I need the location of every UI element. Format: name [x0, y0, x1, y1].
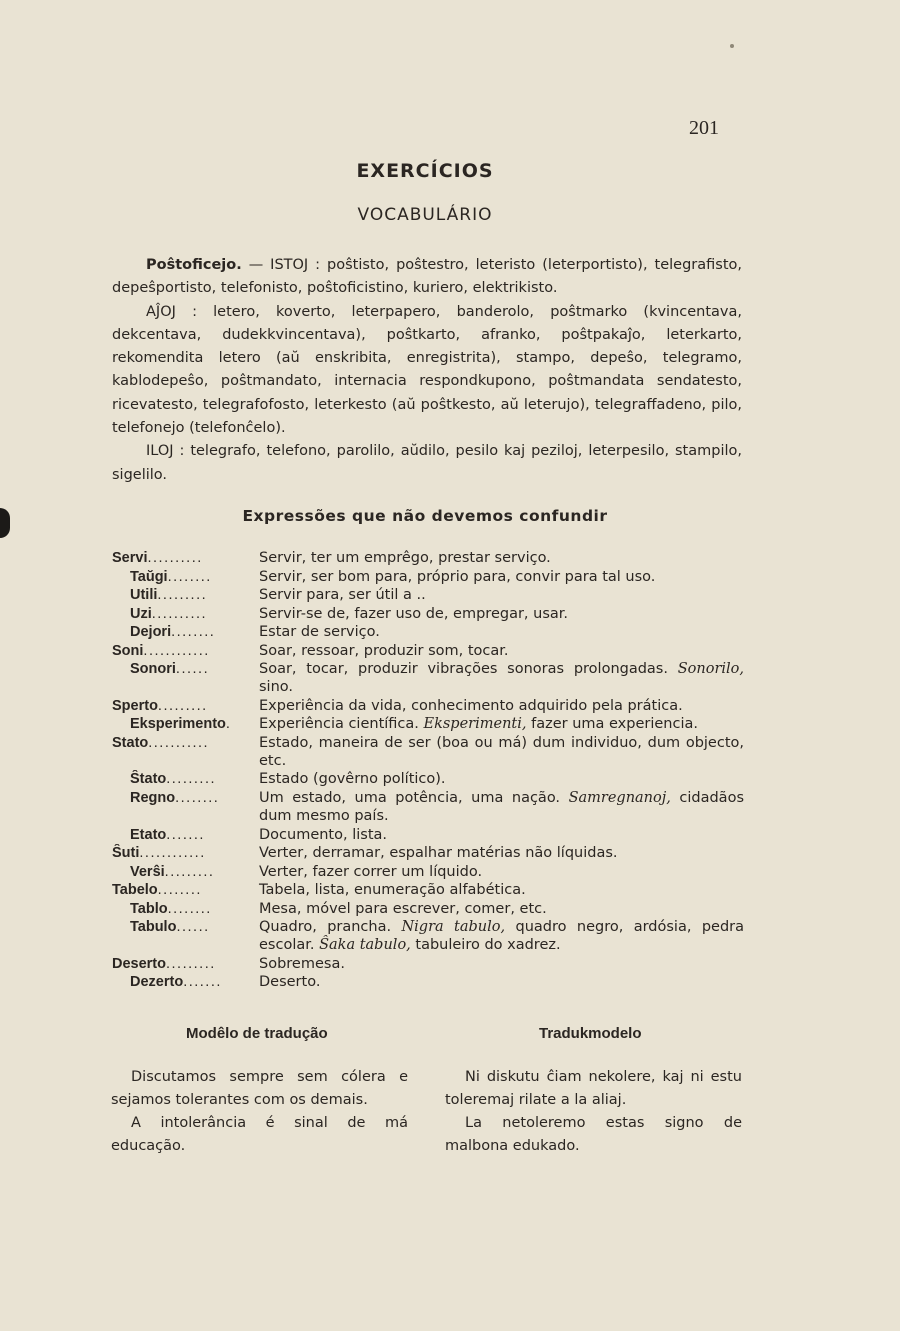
definition-text: Experiência da vida, conhecimento adquirido pela prática.	[259, 697, 683, 714]
expression-definition	[239, 697, 744, 715]
expression-entry	[112, 789, 744, 825]
expression-entry	[112, 900, 744, 918]
term-word: Dezerto	[130, 974, 184, 991]
expression-term	[112, 660, 239, 696]
expression-entry	[112, 660, 744, 696]
term-leader-dots: .	[225, 716, 232, 733]
term-word: Ŝtato	[130, 771, 167, 788]
expression-term	[112, 955, 239, 973]
term-leader-dots: ...........	[148, 734, 210, 751]
expression-definition	[239, 586, 744, 604]
term-leader-dots: ........	[171, 624, 216, 640]
term-leader-dots: ......	[176, 919, 210, 936]
left-paragraph: Discutamos sempre sem cólera e sejamos tolerantes com os demais.	[111, 1069, 408, 1108]
term-leader-dots: .......	[166, 826, 205, 843]
expression-definition	[239, 549, 744, 567]
term-leader-dots: ........	[167, 900, 212, 917]
expression-definition	[239, 826, 744, 844]
expression-entry	[112, 605, 744, 623]
expression-term	[112, 586, 239, 604]
definition-text: tabuleiro do xadrez.	[410, 937, 561, 954]
term-leader-dots: .........	[164, 863, 215, 880]
definition-text: fazer uma experiencia.	[526, 716, 698, 733]
expression-entry	[112, 881, 744, 899]
expression-entry	[112, 955, 744, 973]
expression-term	[112, 697, 239, 715]
term-leader-dots: ........	[157, 882, 202, 899]
expression-term	[112, 881, 239, 899]
definition-text: Um estado, uma potência, uma nação.	[259, 789, 561, 806]
expression-term	[112, 900, 239, 918]
expression-term	[112, 973, 239, 991]
expressions-list	[112, 549, 744, 992]
expression-entry	[112, 973, 744, 991]
expression-entry	[112, 549, 744, 567]
vocab-text: — ISTOJ : poŝtisto, poŝtestro, leteristo (leterportisto), telegrafisto, depeŝportisto, telefonisto, poŝtoficistino, kuriero, elektrikisto.	[112, 257, 742, 297]
page-subtitle: VOCABULÁRIO	[357, 205, 493, 225]
definition-text: Servir para, ser útil a ..	[259, 587, 426, 603]
expression-definition	[239, 955, 744, 973]
expression-entry	[112, 586, 744, 604]
term-leader-dots: .........	[157, 587, 208, 603]
expression-term	[112, 918, 239, 954]
definition-example: Eksperimenti,	[423, 716, 527, 733]
term-word: Tabulo	[130, 919, 177, 936]
definition-text: Servir, ser bom para, próprio para, convir para tal uso.	[259, 568, 656, 585]
expression-term	[112, 605, 239, 623]
term-word: Servi	[112, 550, 148, 566]
right-column-text	[445, 1066, 742, 1158]
expression-entry	[112, 715, 744, 733]
definition-example: Nigra tabulo,	[401, 919, 506, 936]
expression-definition	[239, 863, 744, 881]
page-title: EXERCÍCIOS	[356, 160, 494, 182]
expression-entry	[112, 623, 744, 641]
section-heading: Expressões que não devemos confundir	[242, 507, 608, 525]
expression-term	[112, 734, 239, 770]
expression-term	[112, 844, 239, 862]
term-word: Verŝi	[130, 863, 165, 880]
expression-definition	[239, 660, 744, 696]
expression-term	[112, 623, 239, 641]
definition-text: Servir-se de, fazer uso de, empregar, usar.	[259, 605, 569, 622]
expression-term	[112, 770, 239, 788]
left-column-heading: Modêlo de tradução	[186, 1025, 328, 1042]
term-word: Deserto	[112, 955, 166, 972]
definition-text: Deserto.	[259, 974, 321, 991]
definition-text: Verter, derramar, espalhar matérias não líquidas.	[259, 845, 618, 862]
expression-definition	[239, 568, 744, 586]
definition-text: Mesa, móvel para escrever, comer, etc.	[259, 900, 547, 917]
definition-text: Estar de serviço.	[259, 624, 380, 640]
definition-example: Sonorilo,	[677, 661, 745, 677]
expression-definition	[239, 623, 744, 641]
term-leader-dots: ..........	[151, 605, 208, 622]
expression-entry	[112, 863, 744, 881]
expression-term	[112, 642, 239, 660]
vocab-paragraph-iloj: ILOJ : telegrafo, telefono, parolilo, aŭdilo, pesilo kaj peziloj, leterpesilo, stampilo, sigelilo.	[112, 443, 742, 483]
definition-text: Servir, ter um emprêgo, prestar serviço.	[259, 550, 551, 566]
expression-entry	[112, 697, 744, 715]
expression-definition	[239, 844, 744, 862]
definition-text: sino.	[259, 679, 293, 696]
term-word: Regno	[130, 789, 176, 806]
expression-term	[112, 568, 239, 586]
vocabulary-section	[112, 254, 742, 487]
term-leader-dots: .........	[166, 955, 216, 972]
expression-definition	[239, 605, 744, 623]
definition-text: Sobremesa.	[259, 955, 345, 972]
term-word: Soni	[112, 642, 144, 659]
definition-text: Estado, maneira de ser (boa ou má) dum individuo, dum objecto, etc.	[259, 734, 744, 769]
expression-entry	[112, 770, 744, 788]
term-leader-dots: ..........	[147, 550, 203, 566]
expression-definition	[239, 789, 744, 825]
expression-entry	[112, 734, 744, 770]
term-word: Sperto	[112, 697, 158, 714]
expression-term	[112, 549, 239, 567]
expression-entry	[112, 826, 744, 844]
term-word: Uzi	[130, 605, 152, 622]
expression-definition	[239, 770, 744, 788]
expression-entry	[112, 844, 744, 862]
expression-definition	[239, 642, 744, 660]
term-leader-dots: ............	[139, 845, 206, 862]
expression-definition	[239, 734, 744, 770]
term-word: Tablo	[130, 900, 168, 917]
left-column-text	[111, 1066, 408, 1158]
definition-text: Soar, ressoar, produzir som, tocar.	[259, 642, 509, 659]
vocab-label: Poŝtoficejo.	[146, 257, 242, 273]
definition-text: Quadro, prancha.	[259, 919, 392, 936]
definition-text: Experiência científica.	[259, 716, 419, 733]
expression-entry	[112, 568, 744, 586]
term-leader-dots: .........	[166, 771, 217, 788]
vocab-paragraph-postoficejo	[112, 254, 742, 301]
right-paragraph: Ni diskutu ĉiam nekolere, kaj ni estu toleremaj rilate a la aliaj.	[445, 1069, 742, 1108]
paper-speck	[730, 44, 734, 48]
right-column-heading: Tradukmodelo	[539, 1025, 642, 1042]
expression-definition	[239, 881, 744, 899]
definition-text: quadro negro, ardósia, pedra escolar.	[259, 919, 744, 954]
definition-text: Estado (govêrno político).	[259, 771, 446, 788]
term-word: Taŭgi	[130, 568, 168, 585]
expression-definition	[239, 900, 744, 918]
expression-definition	[239, 918, 744, 954]
expression-entry	[112, 642, 744, 660]
left-paragraph: A intolerância é sinal de má educação.	[111, 1115, 408, 1154]
expression-term	[112, 789, 239, 825]
definition-text: Soar, tocar, produzir vibrações sonoras prolongadas.	[259, 661, 668, 677]
right-paragraph: La netoleremo estas signo de malbona edukado.	[445, 1115, 742, 1154]
term-word: Sonori	[130, 661, 176, 677]
term-leader-dots: ........	[175, 789, 220, 806]
expression-definition	[239, 715, 744, 733]
definition-text: Documento, lista.	[259, 826, 388, 843]
expression-definition	[239, 973, 744, 991]
term-leader-dots: ............	[143, 642, 210, 659]
term-leader-dots: .......	[183, 974, 222, 991]
expression-entry	[112, 918, 744, 954]
term-leader-dots: .........	[157, 697, 208, 714]
definition-text: Verter, fazer correr um líquido.	[259, 863, 483, 880]
definition-example: Ŝaka tabulo,	[319, 937, 411, 954]
term-word: Utili	[130, 587, 158, 603]
term-word: Stato	[112, 734, 149, 751]
term-word: Etato	[130, 826, 167, 843]
term-word: Eksperimento	[130, 716, 226, 733]
expression-term	[112, 863, 239, 881]
term-word: Tabelo	[112, 882, 158, 899]
term-leader-dots: ........	[167, 568, 212, 585]
definition-example: Samregnanoj,	[568, 789, 671, 806]
definition-text: Tabela, lista, enumeração alfabética.	[259, 882, 526, 899]
expression-term	[112, 715, 239, 733]
term-leader-dots: ......	[175, 661, 210, 677]
term-word: Dejori	[130, 624, 172, 640]
vocab-paragraph-ajoj: AĴOJ : letero, koverto, leterpapero, banderolo, poŝtmarko (kvincentava, dekcentava, dudekkvincentava), poŝtkarto, afranko, poŝtpakaĵo, leterkarto, rekomendita letero (aŭ enskribita, enregistrita), stampo, depeŝo, telegramo, kablodepeŝo, poŝtmandato, internacia respondkupono, poŝtmandata sendatesto, ricevatesto, telegrafofosto, leterkesto (aŭ poŝtkesto, aŭ leterujo), telegraffadeno, pilo, telefonejo (telefonĉelo).	[112, 303, 742, 437]
page-number: 201	[689, 117, 719, 139]
term-word: Ŝuti	[112, 845, 140, 862]
expression-term	[112, 826, 239, 844]
definition-text: cidadãos dum mesmo país.	[259, 789, 744, 825]
